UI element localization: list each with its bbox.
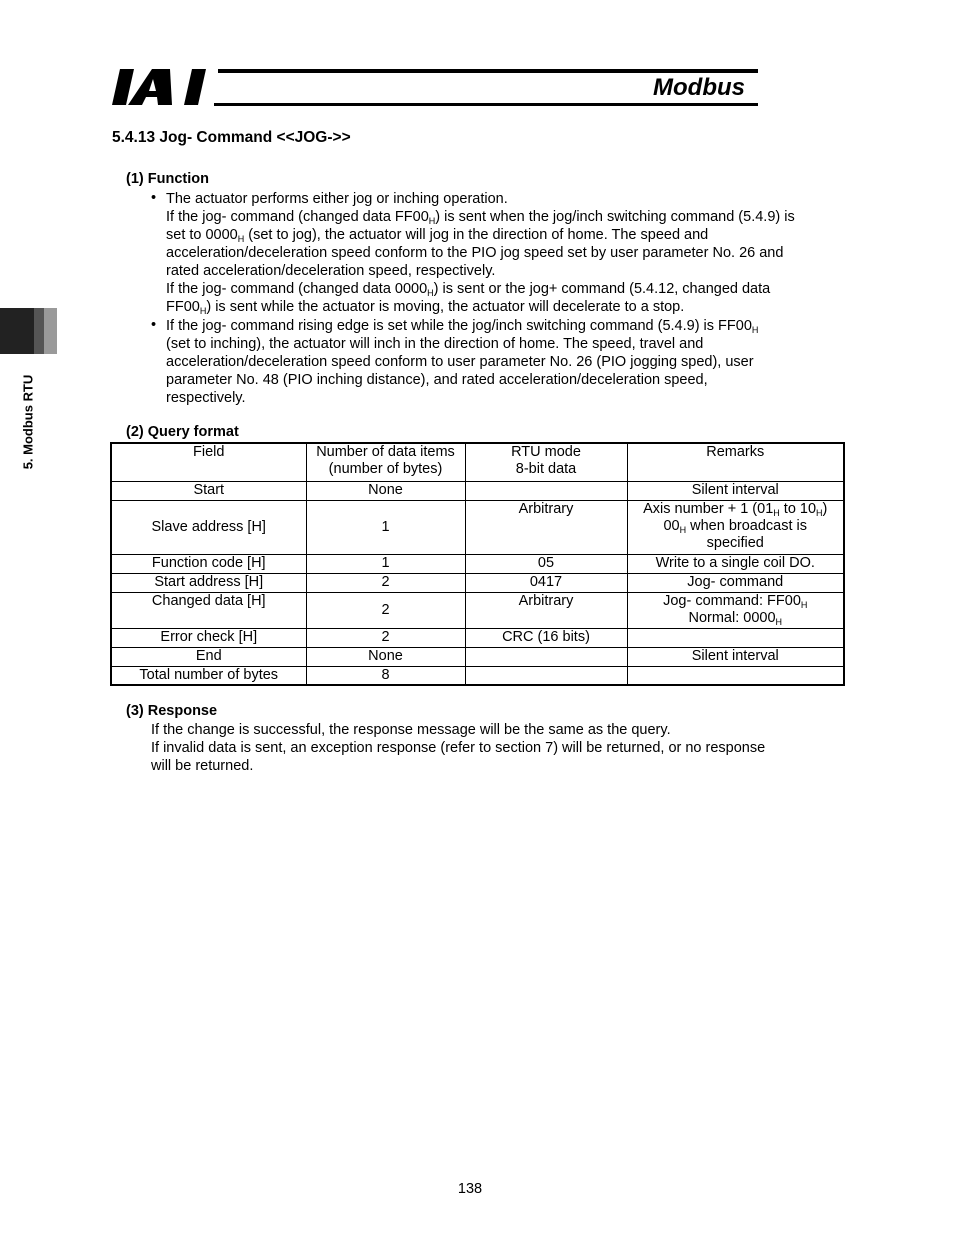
cell-field: Start address [H]: [111, 573, 306, 592]
chapter-tab-dark: [0, 308, 34, 354]
table-row: [111, 666, 844, 685]
response-heading: (3) Response: [126, 703, 218, 719]
cell-rtu: [465, 666, 627, 685]
cell-rtu: [465, 647, 627, 666]
cell-number: 2: [306, 573, 465, 592]
cell-remarks: [627, 666, 844, 685]
cell-remarks: Axis number + 1 ($01_H$ to $10_H$) $00_H$ when broadcast is specified: [627, 500, 844, 554]
table-row: [111, 628, 844, 647]
cell-number: 8: [306, 666, 465, 685]
cell-field: Function code [H]: [111, 554, 306, 573]
cell-number: 2: [306, 628, 465, 647]
cell-number: 2: [306, 592, 465, 628]
cell-number: 1: [306, 554, 465, 573]
table-row: [111, 481, 844, 500]
function-bullet-1: [166, 190, 795, 316]
bullet-2-line: acceleration/deceleration speed conform to user parameter No. 26 (PIO jogging sped), user: [166, 354, 754, 370]
bullet-2-dot: •: [151, 317, 157, 333]
table-row: [111, 554, 844, 573]
table-row: [111, 500, 844, 554]
table-row: [111, 647, 844, 666]
page-number: 138: [457, 1181, 483, 1197]
function-bullet-2: [166, 317, 758, 407]
table-row: [111, 573, 844, 592]
cell-remarks: Jog- command: $FF00_H$ Normal: $0000_H$: [627, 592, 844, 628]
bullet-1-line: rated acceleration/deceleration speed, respectively.: [166, 263, 496, 279]
cell-rtu: CRC (16 bits): [465, 628, 627, 647]
cell-remarks: Silent interval: [627, 481, 844, 500]
bullet-1-line: $FF00_H$) is sent while the actuator is moving, the actuator will decelerate to a stop.: [166, 299, 685, 316]
bullet-1-line: set to $0000_H$ (set to jog), the actuator will jog in the direction of home. The speed and: [166, 227, 709, 244]
cell-rtu: 05: [465, 554, 627, 573]
bullet-1-dot: •: [151, 190, 157, 206]
query-heading: (2) Query format: [126, 424, 239, 440]
header-field: Field: [111, 443, 306, 481]
cell-field: Error check [H]: [111, 628, 306, 647]
cell-remarks: [627, 628, 844, 647]
bullet-1-line: If the jog- command (changed data $0000_H$) is sent or the jog+ command (5.4.12, changed data: [166, 281, 771, 298]
response-line: If invalid data is sent, an exception response (refer to section 7) will be returned, or no response: [151, 740, 766, 756]
bullet-2-line: parameter No. 48 (PIO inching distance), and rated acceleration/deceleration speed,: [166, 372, 708, 388]
bullet-1-line: acceleration/deceleration speed conform to the PIO jog speed set by user parameter No. 26 and: [166, 245, 784, 261]
header-rule-top: [218, 69, 758, 73]
function-heading: (1) Function: [126, 171, 209, 187]
chapter-tab-mid: [34, 308, 44, 354]
cell-field: Changed data [H]: [111, 592, 306, 628]
bullet-2-line: respectively.: [166, 390, 246, 406]
bullet-1-line: The actuator performs either jog or inching operation.: [166, 191, 508, 207]
bullet-2-line: (set to inching), the actuator will inch in the direction of home. The speed, travel and: [166, 336, 704, 352]
header-title: Modbus: [653, 74, 745, 101]
section-title: 5.4.13 Jog- Command <<JOG->>: [112, 129, 351, 146]
cell-remarks: Jog- command: [627, 573, 844, 592]
cell-remarks: Silent interval: [627, 647, 844, 666]
cell-rtu: 0417: [465, 573, 627, 592]
header-remarks: Remarks: [627, 443, 844, 481]
response-line: will be returned.: [151, 758, 254, 774]
cell-field: Start: [111, 481, 306, 500]
chapter-side-label: 5. Modbus RTU: [20, 374, 36, 470]
cell-number: None: [306, 481, 465, 500]
cell-field: Slave address [H]: [111, 500, 306, 554]
cell-number: 1: [306, 500, 465, 554]
chapter-tab-light: [44, 308, 57, 354]
cell-rtu: Arbitrary: [465, 592, 627, 628]
bullet-2-line: If the jog- command rising edge is set while the jog/inch switching command (5.4.9) is $FF00_H$: [166, 318, 759, 335]
table-header-row: [111, 443, 844, 481]
header-rule-bottom: [214, 103, 758, 106]
cell-number: None: [306, 647, 465, 666]
iai-logo: [112, 67, 212, 107]
header-number: Number of data items (number of bytes): [306, 443, 465, 481]
response-text: [151, 721, 765, 775]
cell-field: End: [111, 647, 306, 666]
cell-field: Total number of bytes: [111, 666, 306, 685]
cell-rtu: [465, 481, 627, 500]
header-rtu: RTU mode 8-bit data: [465, 443, 627, 481]
response-line: If the change is successful, the response message will be the same as the query.: [151, 722, 671, 738]
bullet-1-line: If the jog- command (changed data $FF00_H$) is sent when the jog/inch switching command (5.4.9) is: [166, 209, 795, 226]
query-format-table: [110, 442, 845, 686]
cell-remarks: Write to a single coil DO.: [627, 554, 844, 573]
cell-rtu: Arbitrary: [465, 500, 627, 554]
table-row: [111, 592, 844, 628]
